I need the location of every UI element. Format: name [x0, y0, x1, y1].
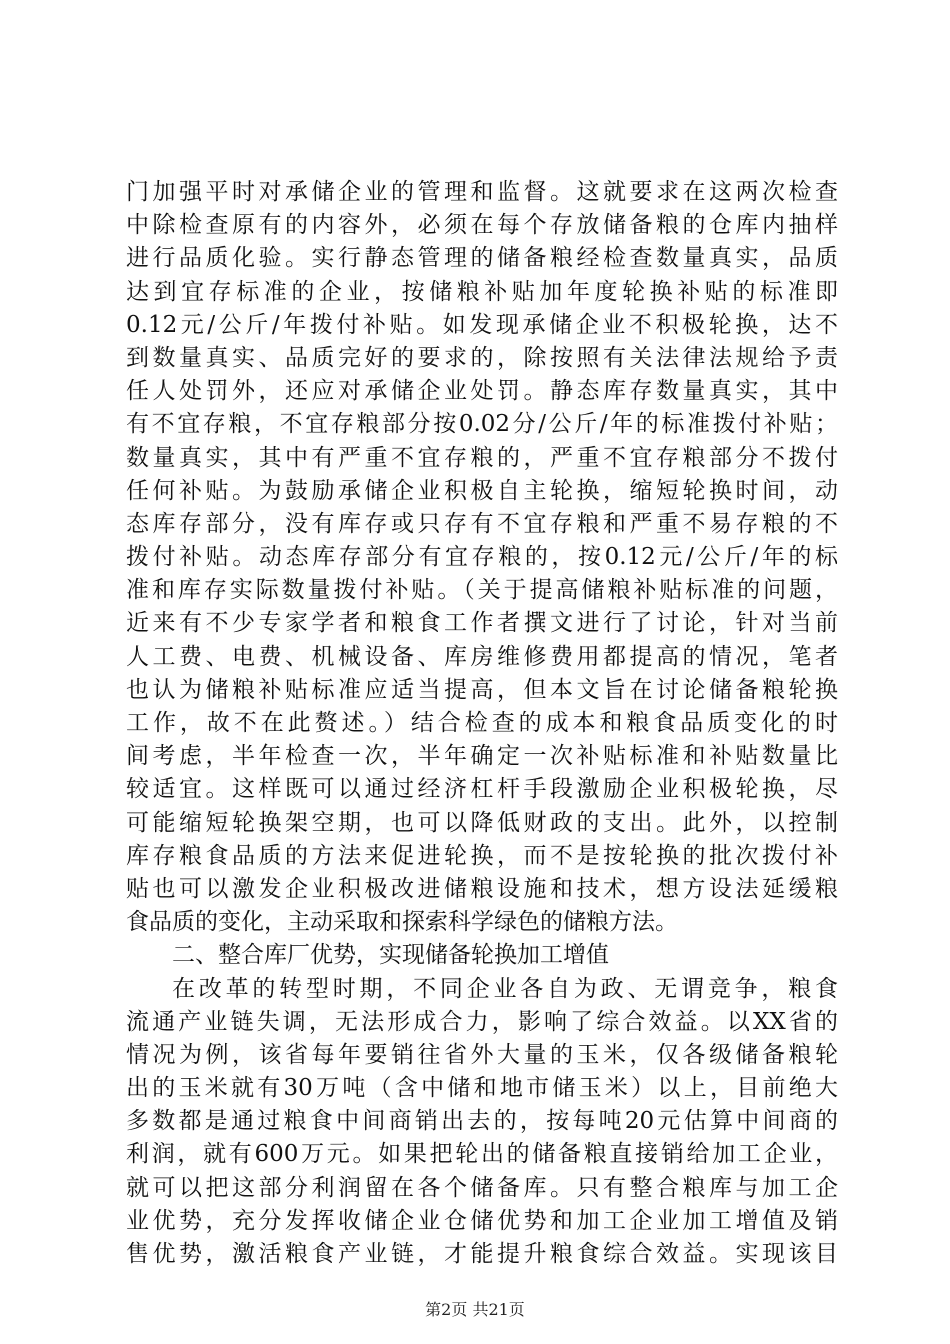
text-line: 有不宜存粮，不宜存粮部分按0.02分/公斤/年的标准拨付补贴；	[126, 411, 838, 438]
text-line: 近来有不少专家学者和粮食工作者撰文进行了讨论，针对当前	[126, 610, 838, 637]
text-line: 达到宜存标准的企业，按储粮补贴加年度轮换补贴的标准即	[126, 278, 838, 305]
page-number-footer: 第2页 共21页	[425, 1300, 525, 1319]
text-line: 人工费、电费、机械设备、库房维修费用都提高的情况，笔者	[126, 643, 838, 670]
text-line: 数量真实，其中有严重不宜存粮的，严重不宜存粮部分不拨付	[126, 444, 838, 471]
text-line: 流通产业链失调，无法形成合力，影响了综合效益。以XX省的	[126, 1008, 838, 1035]
text-line: 情况为例，该省每年要销往省外大量的玉米，仅各级储备粮轮	[126, 1041, 838, 1068]
text-line: 贴也可以激发企业积极改进储粮设施和技术，想方设法延缓粮	[126, 875, 838, 902]
text-line: 中除检查原有的内容外，必须在每个存放储备粮的仓库内抽样	[126, 212, 838, 239]
text-line: 就可以把这部分利润留在各个储备库。只有整合粮库与加工企	[126, 1174, 838, 1201]
text-line: 准和库存实际数量拨付补贴。（关于提高储粮补贴标准的问题，	[126, 577, 838, 604]
text-line: 门加强平时对承储企业的管理和监督。这就要求在这两次检查	[126, 179, 838, 205]
text-line: 多数都是通过粮食中间商销出去的，按每吨20元估算中间商的	[126, 1108, 838, 1135]
paragraph-first-line: 在改革的转型时期，不同企业各自为政、无谓竞争，粮食	[172, 975, 838, 1002]
text-line: 出的玉米就有30万吨（含中储和地市储玉米）以上，目前绝大	[126, 1075, 838, 1102]
text-line: 间考虑，半年检查一次，半年确定一次补贴标准和补贴数量比	[126, 743, 838, 770]
text-line: 工作，故不在此赘述。）结合检查的成本和粮食品质变化的时	[126, 710, 838, 736]
text-line: 库存粮食品质的方法来促进轮换，而不是按轮换的批次拨付补	[126, 842, 838, 869]
section-heading: 二、整合库厂优势，实现储备轮换加工增值	[172, 942, 609, 969]
text-line: 进行品质化验。实行静态管理的储备粮经检查数量真实，品质	[126, 245, 838, 272]
text-line: 可能缩短轮换架空期，也可以降低财政的支出。此外，以控制	[126, 809, 838, 836]
text-line: 态库存部分，没有库存或只存有不宜存粮和严重不易存粮的不	[126, 510, 838, 537]
text-line: 0.12元/公斤/年拨付补贴。如发现承储企业不积极轮换，达不	[126, 311, 838, 338]
paragraph-end-line: 食品质的变化，主动采取和探索科学绿色的储粮方法。	[126, 909, 678, 936]
body-text	[126, 176, 838, 1271]
text-line: 任何补贴。为鼓励承储企业积极自主轮换，缩短轮换时间，动	[126, 477, 838, 504]
text-line: 较适宜。这样既可以通过经济杠杆手段激励企业积极轮换，尽	[126, 776, 838, 803]
text-line: 拨付补贴。动态库存部分有宜存粮的，按0.12元/公斤/年的标	[126, 544, 838, 571]
text-line: 业优势，充分发挥收储企业仓储优势和加工企业加工增值及销	[126, 1207, 838, 1234]
text-line: 利润，就有600万元。如果把轮出的储备粮直接销给加工企业，	[126, 1141, 838, 1168]
text-line: 任人处罚外，还应对承储企业处罚。静态库存数量真实，其中	[126, 378, 838, 405]
text-line: 到数量真实、品质完好的要求的，除按照有关法律法规给予责	[126, 344, 838, 371]
text-line: 售优势，激活粮食产业链，才能提升粮食综合效益。实现该目	[126, 1241, 838, 1267]
text-line: 也认为储粮补贴标准应适当提高，但本文旨在讨论储备粮轮换	[126, 676, 838, 703]
